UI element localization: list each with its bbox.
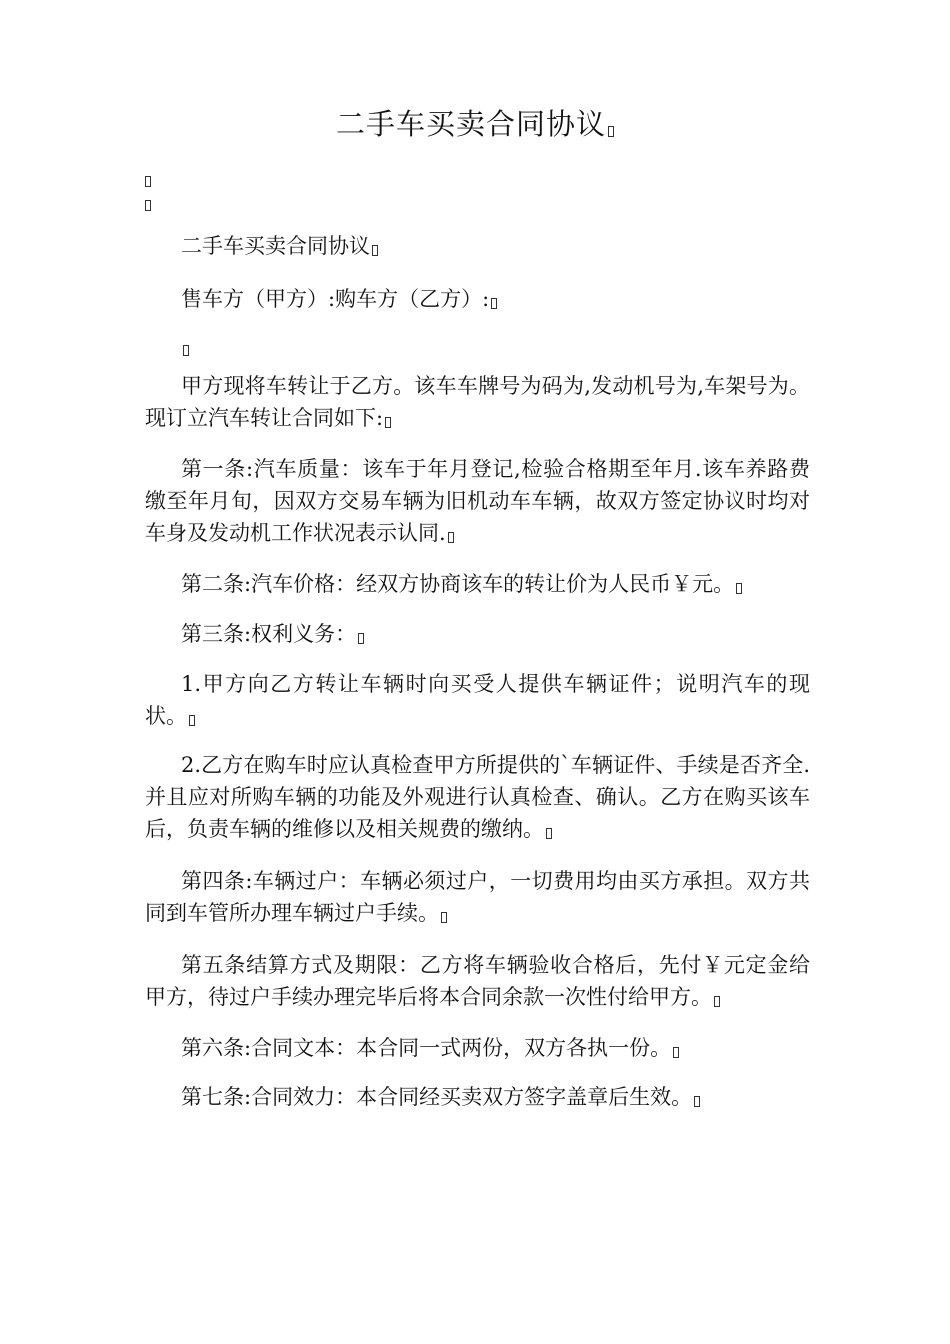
paragraph-mark-icon — [183, 345, 189, 356]
paragraph — [145, 865, 810, 929]
paragraph-text: 第四条:车辆过户：车辆必须过户，一切费用均由买方承担。双方共同到车管所办理车辆过户手续。 — [145, 869, 810, 925]
paragraph — [145, 1032, 810, 1064]
paragraph-mark-icon — [372, 245, 378, 256]
paragraph-text: 第二条:汽车价格：经双方协商该车的转让价为人民币￥元。 — [181, 572, 735, 596]
paragraph — [145, 1081, 810, 1113]
paragraph — [145, 749, 810, 845]
paragraph-mark-icon — [448, 532, 454, 543]
paragraph-mark-icon — [385, 417, 391, 428]
paragraph — [145, 568, 810, 600]
document-title-text: 二手车买卖合同协议 — [335, 107, 606, 141]
paragraph — [145, 949, 810, 1013]
paragraph-mark-icon — [145, 200, 151, 211]
paragraph — [145, 618, 810, 650]
document-title — [0, 104, 950, 144]
paragraph — [145, 370, 810, 434]
paragraph-mark-icon — [491, 298, 497, 309]
paragraph — [145, 453, 810, 549]
paragraph-text: 售车方（甲方）:购车方（乙方）: — [181, 287, 490, 311]
paragraph-mark-icon — [694, 1096, 700, 1107]
paragraph-text: 第五条结算方式及期限：乙方将车辆验收合格后，先付￥元定金给甲方，待过户手续办理完毕后将本合同余款一次性付给甲方。 — [145, 953, 810, 1009]
paragraph-mark-icon — [546, 828, 552, 839]
paragraph-text: 第三条:权利义务： — [181, 622, 357, 646]
paragraph-text: 二手车买卖合同协议 — [181, 234, 370, 258]
paragraph-mark-icon — [358, 633, 364, 644]
paragraph-mark-icon — [441, 912, 447, 923]
empty-paragraph — [145, 330, 810, 362]
paragraph-mark-icon — [673, 1047, 679, 1058]
paragraph-text: 第一条:汽车质量：该车于年月登记,检验合格期至年月.该车养路费缴至年月旬，因双方交易车辆为旧机动车车辆，故双方签定协议时均对车身及发动机工作状况表示认同. — [145, 457, 810, 545]
paragraph-text: 甲方现将车转让于乙方。该车车牌号为码为,发动机号为,车架号为。现订立汽车转让合同如下: — [145, 374, 810, 430]
paragraph-mark-icon — [189, 715, 195, 726]
paragraph-text: 第七条:合同效力：本合同经买卖双方签字盖章后生效。 — [181, 1085, 693, 1109]
paragraph-mark-icon — [145, 176, 151, 187]
paragraph-text: 2.乙方在购车时应认真检查甲方所提供的`车辆证件、手续是否齐全.并且应对所购车辆的功能及外观进行认真检查、确认。乙方在购买该车后，负责车辆的维修以及相关规费的缴纳。 — [145, 753, 810, 841]
paragraph-mark-icon — [608, 126, 614, 137]
paragraph-mark-icon — [736, 583, 742, 594]
paragraph-mark-icon — [714, 996, 720, 1007]
paragraph — [145, 668, 810, 732]
paragraph-text: 1.甲方向乙方转让车辆时向买受人提供车辆证件；说明汽车的现状。 — [145, 672, 810, 728]
paragraph-text: 第六条:合同文本：本合同一式两份，双方各执一份。 — [181, 1036, 672, 1060]
paragraph — [145, 230, 810, 262]
paragraph — [145, 283, 810, 315]
